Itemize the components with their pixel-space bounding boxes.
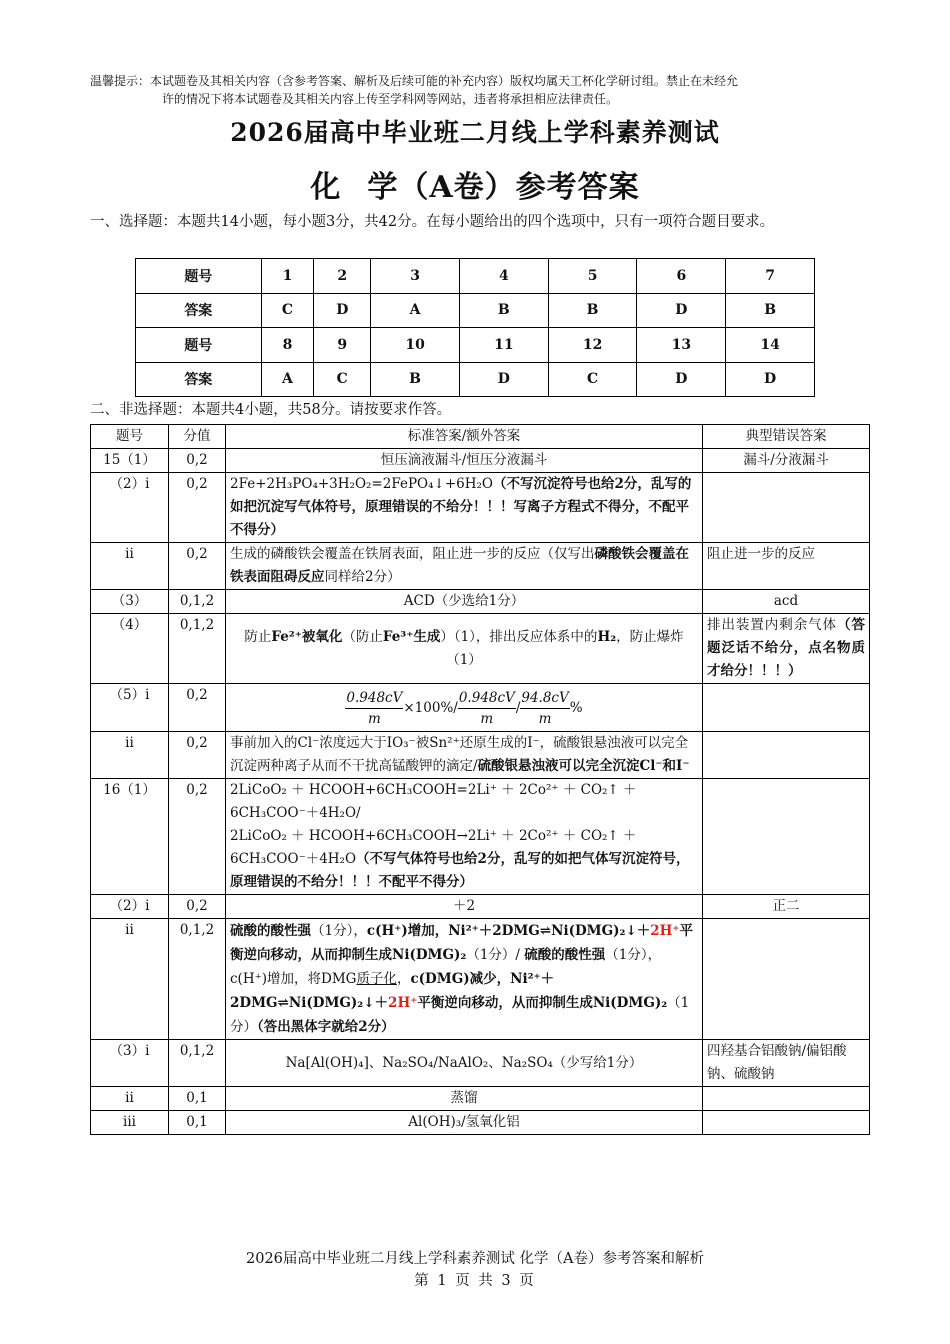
fraction-denominator: m — [367, 711, 381, 727]
key-phrase: c(DMG)减少，Ni²⁺＋2DMG⇌Ni(DMG)₂↓＋ — [230, 971, 555, 1011]
equation: 2Fe+2H₃PO₄+3H₂O₂=2FePO₄↓+6H₂O — [230, 476, 493, 492]
mc-label: 题号 — [136, 328, 262, 363]
mc-cell: 7 — [726, 259, 815, 294]
fraction-numerator: 0.948cV — [458, 688, 516, 709]
formula-text: ×100%/ — [403, 700, 458, 716]
table-row — [91, 1040, 870, 1087]
page-subtitle — [0, 162, 950, 206]
multiple-choice-table — [135, 258, 815, 397]
mc-cell: 1 — [261, 259, 314, 294]
key-phrase: 硫酸的酸性强 — [524, 947, 606, 963]
table-row — [91, 590, 870, 614]
standard-answer — [226, 779, 703, 895]
mc-cell: B — [548, 293, 637, 328]
answer-text: （防止 — [342, 628, 383, 645]
fraction — [520, 688, 569, 729]
grading-note: （不写沉淀符号也给2分，乱写的如把沉淀写气体符号，原理错误的不给分！！！写离子方程式不得分，不配平不得分） — [230, 476, 692, 538]
standard-answer: ACD（少选给1分） — [226, 590, 703, 614]
answer-text: （1分），c(H⁺)增加，将DMG — [230, 947, 662, 987]
mc-cell: D — [637, 293, 726, 328]
score-values: 0,2 — [169, 473, 226, 543]
answer-text: 同样给2分） — [324, 569, 401, 585]
score-values: 0,1,2 — [169, 590, 226, 614]
mc-cell: 4 — [459, 259, 548, 294]
question-number: （2）i — [91, 473, 169, 543]
question-number: ii — [91, 1087, 169, 1111]
mc-cell: B — [726, 293, 815, 328]
equation: 2LiCoO₂ ＋ HCOOH+6CH₃COOH=2Li⁺ ＋ 2Co²⁺ ＋ CO₂↑ ＋6CH₃COO⁻＋4H₂O/ — [230, 782, 637, 821]
standard-answer: 恒压滴液漏斗/恒压分液漏斗 — [226, 449, 703, 473]
answer-text: ， — [396, 971, 411, 987]
wrong-answer: 正二 — [703, 895, 870, 919]
header-answer: 标准答案/额外答案 — [226, 425, 703, 449]
underlined-term: 质子化 — [356, 971, 397, 987]
answer-table — [90, 424, 870, 1135]
fraction-denominator: m — [480, 711, 494, 727]
key-phrase: 硫酸银悬浊液可以完全沉淀Cl⁻和I⁻ — [477, 758, 690, 774]
question-number: 16（1） — [91, 779, 169, 895]
mc-cell: 14 — [726, 328, 815, 363]
mc-cell: C — [261, 293, 314, 328]
table-row — [91, 895, 870, 919]
fraction-numerator: 94.8cV — [520, 688, 569, 709]
wrong-note: （答题泛话不给分，点名物质才给分！！！） — [707, 617, 866, 679]
answer-text: 防止 — [244, 628, 272, 645]
question-number: iii — [91, 1111, 169, 1135]
fraction-denominator: m — [538, 711, 552, 727]
answer-text: 事前加入的Cl⁻浓度远大于IO₃⁻被Sn²⁺还原生成的I⁻，硫酸银悬浊液可以完全沉淀两种离子从而不干扰高锰酸钾的滴定/ — [230, 735, 689, 774]
mc-cell: 5 — [548, 259, 637, 294]
question-number: 15（1） — [91, 449, 169, 473]
wrong-text: 排出装置内剩余气体 — [707, 617, 838, 633]
mc-label: 答案 — [136, 362, 262, 397]
mc-cell: D — [314, 293, 371, 328]
table-row — [91, 1087, 870, 1111]
key-phrase: 磷酸铁会覆盖在铁表面阻碍反应 — [230, 546, 689, 585]
table-row — [91, 614, 870, 684]
score-values: 0,2 — [169, 543, 226, 590]
wrong-answer — [703, 1087, 870, 1111]
table-row — [91, 684, 870, 732]
mc-cell: A — [371, 293, 460, 328]
key-phrase: c(H⁺)增加，Ni²⁺＋2DMG⇌Ni(DMG)₂↓＋ — [366, 923, 651, 939]
grading-note: （不写气体符号也给2分，乱写的如把气体写沉淀符号，原理错误的不给分！！！不配平不得分） — [230, 851, 690, 890]
score-values: 0,1 — [169, 1111, 226, 1135]
mc-cell: 9 — [314, 328, 371, 363]
key-phrase: 平衡逆向移动，从而抑制生成Ni(DMG)₂ — [417, 995, 668, 1011]
table-row — [91, 1111, 870, 1135]
subtitle-part-2: 学（A卷）参考答案 — [367, 170, 640, 205]
question-number: ii — [91, 543, 169, 590]
copyright-notice — [90, 72, 880, 108]
score-values: 0,1,2 — [169, 919, 226, 1040]
notice-line-2: 许的情况下将本试题卷及其相关内容上传至学科网等网站，违者将承担相应法律责任。 — [162, 92, 619, 106]
answer-text: （1分）， — [311, 923, 367, 939]
standard-answer — [226, 614, 703, 684]
wrong-answer: acd — [703, 590, 870, 614]
answer-text: （1分） — [230, 995, 690, 1035]
mc-cell: B — [459, 293, 548, 328]
table-header-row — [91, 425, 870, 449]
page-footer — [0, 1248, 950, 1292]
formula-text: / — [515, 700, 521, 716]
mc-cell: D — [637, 362, 726, 397]
score-values: 0,2 — [169, 684, 226, 732]
mc-row-questions-1 — [136, 259, 815, 294]
mc-row-answers-2 — [136, 362, 815, 397]
mc-cell: A — [261, 362, 314, 397]
standard-answer: Na[Al(OH)₄]、Na₂SO₄/NaAlO₂、Na₂SO₄（少写给1分） — [226, 1040, 703, 1087]
score-values: 0,1 — [169, 1087, 226, 1111]
header-question: 题号 — [91, 425, 169, 449]
score-values: 0,2 — [169, 449, 226, 473]
table-row — [91, 473, 870, 543]
fraction — [345, 688, 403, 729]
section-1-heading: 一、选择题：本题共14小题，每小题3分，共42分。在每小题给出的四个选项中，只有一项符合题目要求。 — [90, 214, 775, 230]
fraction-numerator: 0.948cV — [345, 688, 403, 709]
wrong-answer — [703, 732, 870, 779]
subtitle-part-1: 化 — [310, 170, 342, 205]
mc-cell: 12 — [548, 328, 637, 363]
notice-line-1: 温馨提示：本试题卷及其相关内容（含参考答案、解析及后续可能的补充内容）版权均属天工杯化学研讨组。禁止在未经允 — [90, 74, 739, 88]
key-phrase: 平衡逆向移动，从而抑制生成Ni(DMG)₂ — [230, 923, 694, 963]
page-title: 2026届高中毕业班二月线上学科素养测试 — [230, 118, 720, 147]
highlight-term: 2H⁺ — [650, 923, 680, 939]
question-number: （3） — [91, 590, 169, 614]
standard-answer: ＋2 — [226, 895, 703, 919]
wrong-answer — [703, 919, 870, 1040]
section-2-heading: 二、非选择题：本题共4小题，共58分。请按要求作答。 — [90, 402, 452, 418]
score-values: 0,2 — [169, 895, 226, 919]
score-values: 0,2 — [169, 732, 226, 779]
question-number: （2）i — [91, 895, 169, 919]
highlight-term: 2H⁺ — [388, 995, 418, 1011]
mc-cell: 3 — [371, 259, 460, 294]
answer-text: ，防止爆炸（1） — [446, 628, 684, 668]
table-row — [91, 779, 870, 895]
question-number: （5）i — [91, 684, 169, 732]
equation: 2LiCoO₂ ＋ HCOOH+6CH₃COOH→2Li⁺ ＋ 2Co²⁺ ＋ CO₂↑ ＋6CH₃COO⁻＋4H₂O — [230, 828, 637, 867]
wrong-answer: 四羟基合铝酸钠/偏铝酸钠、硫酸钠 — [703, 1040, 870, 1087]
wrong-answer — [703, 1111, 870, 1135]
standard-answer — [226, 543, 703, 590]
wrong-answer: 漏斗/分液漏斗 — [703, 449, 870, 473]
wrong-answer — [703, 684, 870, 732]
table-row — [91, 919, 870, 1040]
mc-label: 题号 — [136, 259, 262, 294]
key-phrase: Fe²⁺被氧化 — [271, 628, 343, 645]
score-values: 0,2 — [169, 779, 226, 895]
mc-cell: 10 — [371, 328, 460, 363]
question-number: （4） — [91, 614, 169, 684]
header-wrong: 典型错误答案 — [703, 425, 870, 449]
formula-text: % — [569, 700, 583, 716]
header-score: 分值 — [169, 425, 226, 449]
answer-text: ）（1），排出反应体系中的 — [440, 628, 598, 645]
table-row — [91, 449, 870, 473]
wrong-answer: 阻止进一步的反应 — [703, 543, 870, 590]
mc-cell: 13 — [637, 328, 726, 363]
wrong-answer — [703, 779, 870, 895]
key-phrase: 硫酸的酸性强 — [230, 923, 311, 939]
fraction — [458, 688, 516, 729]
wrong-answer — [703, 614, 870, 684]
key-phrase: Fe³⁺生成 — [382, 628, 441, 645]
page-number: 第 1 页 共 3 页 — [414, 1273, 536, 1289]
key-phrase: H₂ — [597, 628, 617, 645]
score-values: 0,1,2 — [169, 1040, 226, 1087]
mc-cell: 8 — [261, 328, 314, 363]
grading-note: （答出黑体字就给2分） — [257, 1019, 395, 1035]
mc-cell: D — [726, 362, 815, 397]
footer-title: 2026届高中毕业班二月线上学科素养测试 化学（A卷）参考答案和解析 — [246, 1251, 704, 1267]
mc-cell: C — [314, 362, 371, 397]
mc-cell: C — [548, 362, 637, 397]
answer-text: （1分）/ — [466, 947, 525, 963]
mc-cell: 11 — [459, 328, 548, 363]
standard-answer — [226, 919, 703, 1040]
question-number: ii — [91, 732, 169, 779]
standard-answer — [226, 473, 703, 543]
mc-row-questions-2 — [136, 328, 815, 363]
mc-cell: 6 — [637, 259, 726, 294]
mc-label: 答案 — [136, 293, 262, 328]
standard-answer: 蒸馏 — [226, 1087, 703, 1111]
mc-row-answers-1 — [136, 293, 815, 328]
question-number: ii — [91, 919, 169, 1040]
standard-answer: Al(OH)₃/氢氧化铝 — [226, 1111, 703, 1135]
score-values: 0,1,2 — [169, 614, 226, 684]
standard-answer — [226, 684, 703, 732]
table-row — [91, 732, 870, 779]
mc-cell: 2 — [314, 259, 371, 294]
wrong-answer — [703, 473, 870, 543]
standard-answer — [226, 732, 703, 779]
answer-text: 生成的磷酸铁会覆盖在铁屑表面，阻止进一步的反应（仅写出 — [230, 546, 595, 562]
mc-cell: B — [371, 362, 460, 397]
mc-cell: D — [459, 362, 548, 397]
question-number: （3）i — [91, 1040, 169, 1087]
table-row — [91, 543, 870, 590]
